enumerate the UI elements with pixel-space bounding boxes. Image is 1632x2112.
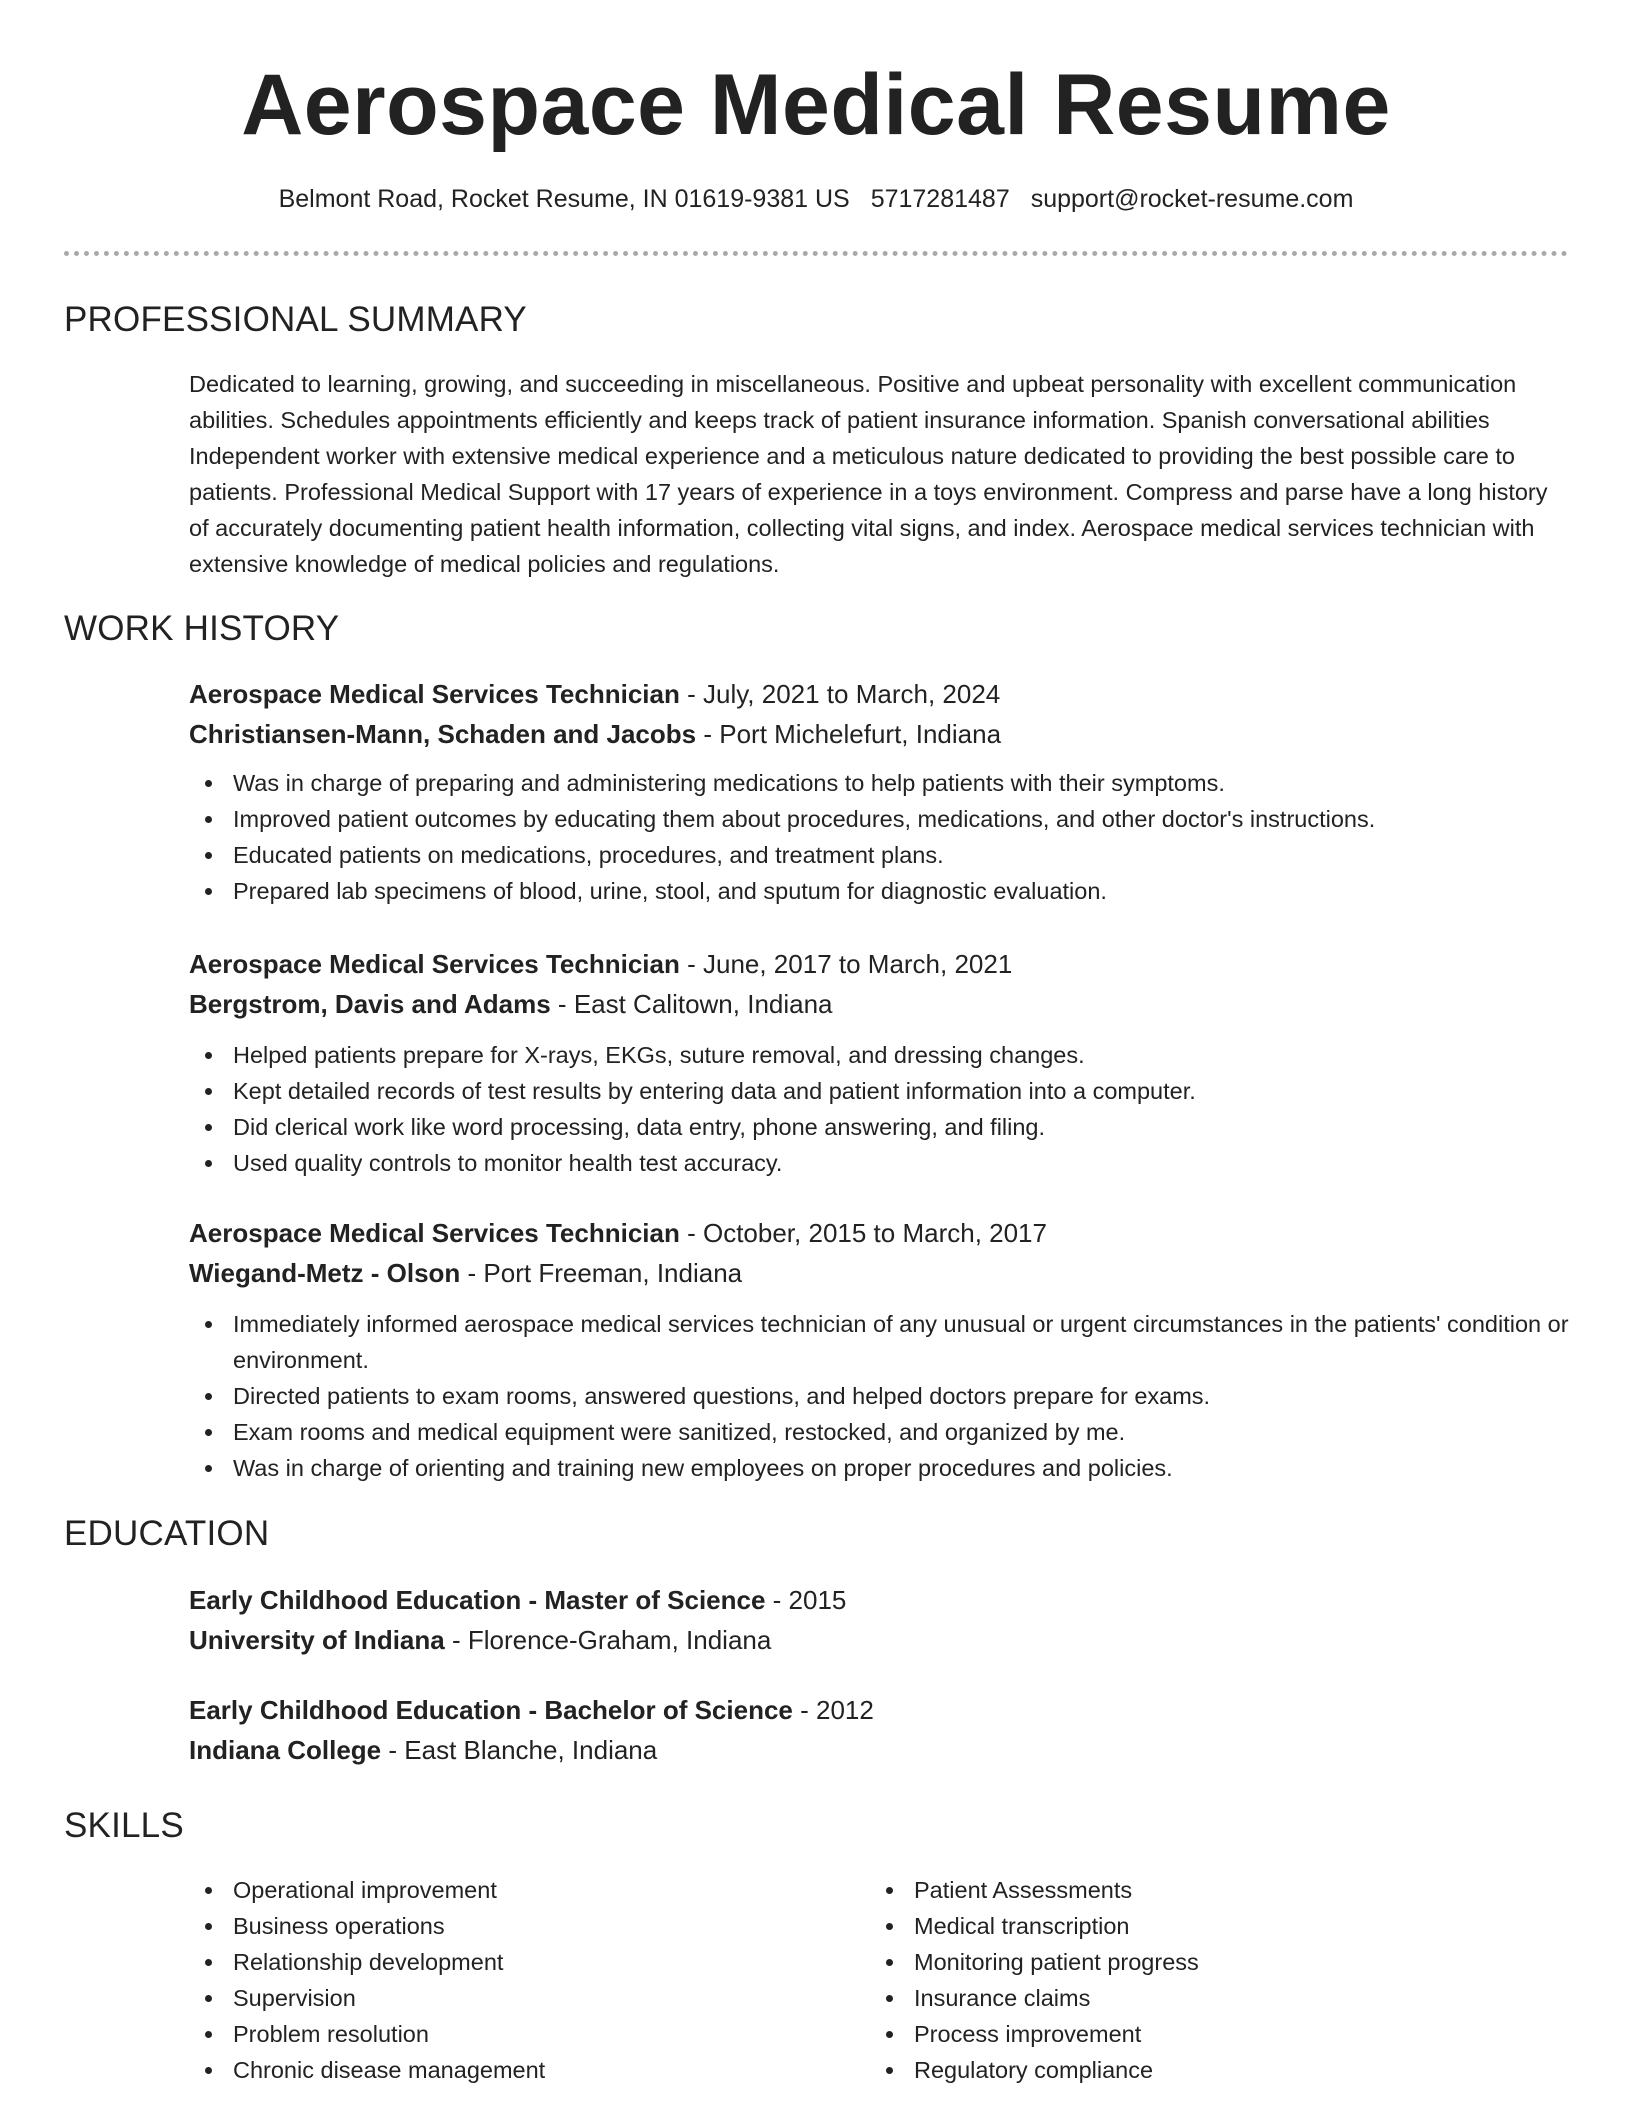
list-item: Educated patients on medications, procedures, and treatment plans. <box>189 837 1569 873</box>
job-title-line: Aerospace Medical Services Technician - June, 2017 to March, 2021 <box>189 949 1013 979</box>
list-item: Was in charge of preparing and administering medications to help patients with their symptoms. <box>189 765 1569 801</box>
skill-item: Chronic disease management <box>189 2052 809 2088</box>
job-location: East Calitown, Indiana <box>573 989 833 1019</box>
school-location: East Blanche, Indiana <box>404 1735 658 1765</box>
skill-item: Business operations <box>189 1908 809 1944</box>
job-title: Aerospace Medical Services Technician <box>189 1218 680 1248</box>
school-location: Florence-Graham, Indiana <box>467 1625 772 1655</box>
job-entry <box>189 674 1569 909</box>
job-company-line: Bergstrom, Davis and Adams - East Calitown, Indiana <box>189 989 833 1019</box>
degree-year: 2015 <box>788 1585 847 1615</box>
job-title: Aerospace Medical Services Technician <box>189 679 680 709</box>
job-entry <box>189 1213 1569 1486</box>
contact-line <box>64 183 1568 215</box>
list-item: Used quality controls to monitor health test accuracy. <box>189 1145 1569 1181</box>
skill-item: Regulatory compliance <box>870 2052 1490 2088</box>
skill-item: Insurance claims <box>870 1980 1490 2016</box>
job-entry <box>189 944 1569 1181</box>
summary-text: Dedicated to learning, growing, and succeeding in miscellaneous. Positive and upbeat personality with excellent communication abilities. Schedules appointments efficiently and keeps track of patient insurance information. Spanish conversational abilities Independent worker with extensive medical experience and a meticulous nature dedicated to providing the best possible care to patients. Professional Medical Support with 17 years of experience in a toys environment. Compress and parse have a long history of accurately documenting patient health information, collecting vital signs, and index. Aerospace medical services technician with extensive knowledge of medical policies and regulations. <box>189 371 1548 577</box>
degree-year: 2012 <box>816 1695 874 1725</box>
skill-item: Problem resolution <box>189 2016 809 2052</box>
job-dates: October, 2015 to March, 2017 <box>702 1218 1047 1248</box>
job-dates: June, 2017 to March, 2021 <box>702 949 1013 979</box>
work-history-heading: WORK HISTORY <box>64 609 340 648</box>
summary-heading: PROFESSIONAL SUMMARY <box>64 300 527 339</box>
job-title-line: Aerospace Medical Services Technician - October, 2015 to March, 2017 <box>189 1218 1047 1248</box>
skill-item: Monitoring patient progress <box>870 1944 1490 1980</box>
education-entry <box>189 1690 1569 1770</box>
resume-name: Aerospace Medical Resume <box>241 57 1391 153</box>
job-duties-list <box>189 765 1569 909</box>
degree-line: Early Childhood Education - Bachelor of Science - 2012 <box>189 1695 874 1725</box>
job-dates: July, 2021 to March, 2024 <box>702 679 1001 709</box>
skill-item: Process improvement <box>870 2016 1490 2052</box>
job-duties-list <box>189 1306 1569 1486</box>
list-item: Helped patients prepare for X-rays, EKGs, suture removal, and dressing changes. <box>189 1037 1569 1073</box>
job-company-line: Wiegand-Metz - Olson - Port Freeman, Indiana <box>189 1258 743 1288</box>
skill-item: Operational improvement <box>189 1872 809 1908</box>
skills-list <box>189 1872 809 2088</box>
resume-header <box>64 55 1568 215</box>
list-item: Kept detailed records of test results by entering data and patient information into a computer. <box>189 1073 1569 1109</box>
education-heading: EDUCATION <box>64 1514 270 1553</box>
skill-item: Patient Assessments <box>870 1872 1490 1908</box>
job-duties-list <box>189 1037 1569 1181</box>
skills-column-left <box>189 1872 809 2088</box>
school-line: University of Indiana - Florence-Graham, Indiana <box>189 1625 772 1655</box>
list-item: Did clerical work like word processing, data entry, phone answering, and filing. <box>189 1109 1569 1145</box>
list-item: Immediately informed aerospace medical services technician of any unusual or urgent circumstances in the patients' condition or environment. <box>189 1306 1569 1378</box>
job-title: Aerospace Medical Services Technician <box>189 949 680 979</box>
job-company: Bergstrom, Davis and Adams <box>189 989 551 1019</box>
degree-line: Early Childhood Education - Master of Science - 2015 <box>189 1585 847 1615</box>
skill-item: Relationship development <box>189 1944 809 1980</box>
list-item: Directed patients to exam rooms, answered questions, and helped doctors prepare for exams. <box>189 1378 1569 1414</box>
job-location: Port Michelefurt, Indiana <box>719 719 1002 749</box>
skills-column-right <box>870 1872 1490 2088</box>
skill-item: Medical transcription <box>870 1908 1490 1944</box>
list-item: Was in charge of orienting and training new employees on proper procedures and policies. <box>189 1450 1569 1486</box>
job-location: Port Freeman, Indiana <box>483 1258 743 1288</box>
school-line: Indiana College - East Blanche, Indiana <box>189 1735 658 1765</box>
degree-name: Early Childhood Education - Bachelor of Science <box>189 1695 793 1725</box>
school-name: University of Indiana <box>189 1625 445 1655</box>
contact-address: Belmont Road, Rocket Resume, IN 01619-9381 US <box>278 185 850 213</box>
school-name: Indiana College <box>189 1735 382 1765</box>
education-entry <box>189 1580 1569 1660</box>
header-divider <box>64 251 1568 256</box>
job-title-line: Aerospace Medical Services Technician - July, 2021 to March, 2024 <box>189 679 1001 709</box>
list-item: Exam rooms and medical equipment were sanitized, restocked, and organized by me. <box>189 1414 1569 1450</box>
job-company: Christiansen-Mann, Schaden and Jacobs <box>189 719 697 749</box>
skill-item: Supervision <box>189 1980 809 2016</box>
list-item: Improved patient outcomes by educating them about procedures, medications, and other doctor's instructions. <box>189 801 1569 837</box>
contact-phone: 5717281487 <box>870 185 1010 213</box>
degree-name: Early Childhood Education - Master of Science <box>189 1585 766 1615</box>
list-item: Prepared lab specimens of blood, urine, stool, and sputum for diagnostic evaluation. <box>189 873 1569 909</box>
skills-list <box>870 1872 1490 2088</box>
job-company-line: Christiansen-Mann, Schaden and Jacobs - Port Michelefurt, Indiana <box>189 719 1002 749</box>
skills-heading: SKILLS <box>64 1806 184 1845</box>
job-company: Wiegand-Metz - Olson <box>189 1258 461 1288</box>
contact-email: support@rocket-resume.com <box>1030 185 1354 213</box>
